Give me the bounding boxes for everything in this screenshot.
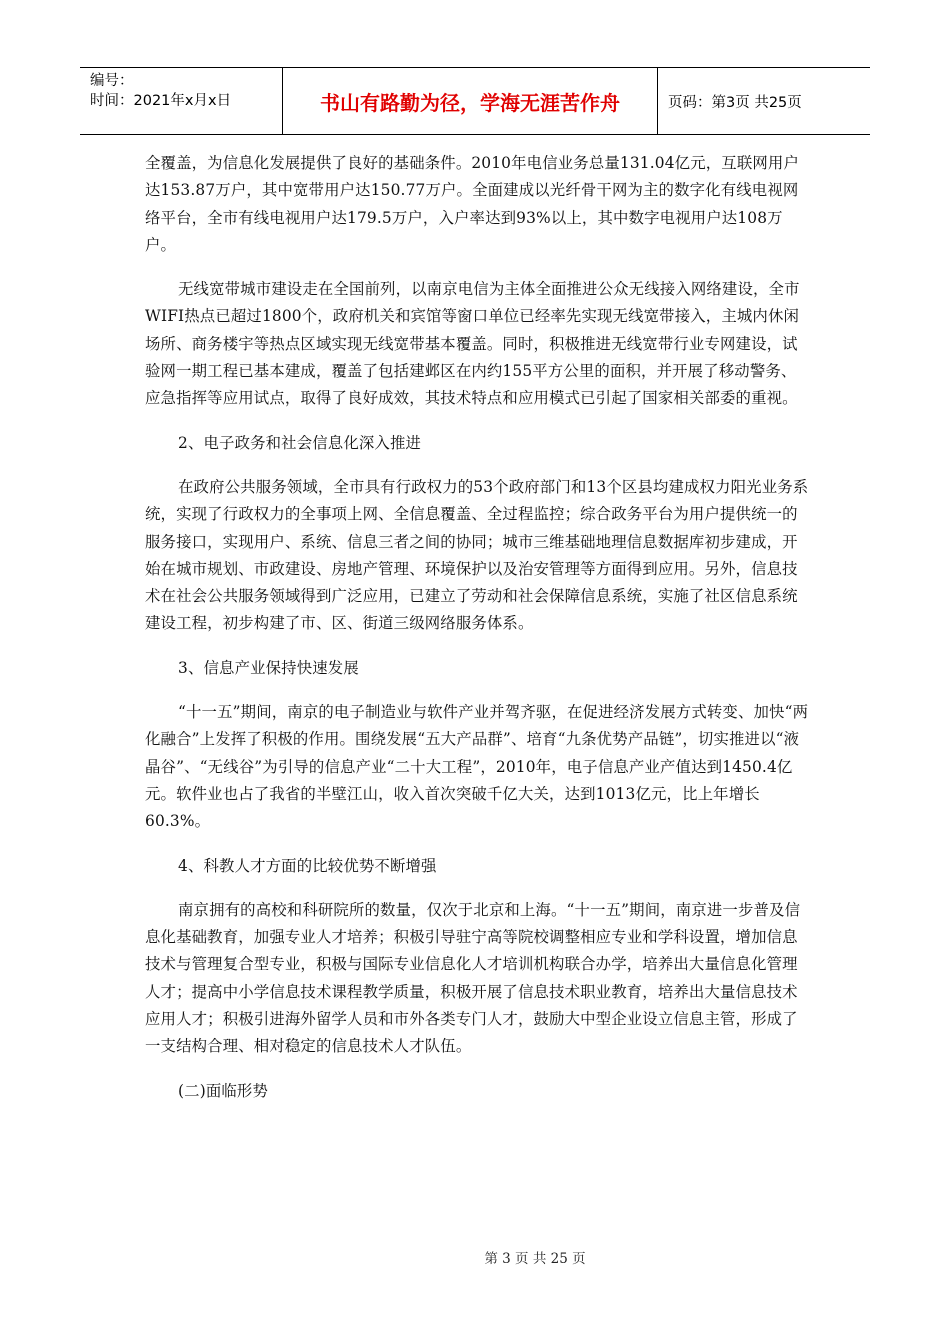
body-paragraph: 南京拥有的高校和科研院所的数量，仅次于北京和上海。“十一五”期间，南京进一步普及信息化基础教育，加强专业人才培养；积极引导驻宁高等院校调整相应专业和学科设置，增加信息技术与管理复合型专业，积极与国际专业信息化人才培训机构联合办学，培养出大量信息化管理人才；提高中小学信息技术课程教学质量，积极开展了信息技术职业教育，培养出大量信息技术应用人才；积极引进海外留学人员和市外各类专门人才，鼓励大中型企业设立信息主管，形成了一支结构合理、相对稳定的信息技术人才队伍。: [145, 900, 801, 1056]
body-paragraph: “十一五”期间，南京的电子制造业与软件产业并驾齐驱，在促进经济发展方式转变、加快“两化融合”上发挥了积极的作用。围绕发展“五大产品群”、培育“九条优势产品链”，切实推进以“液晶谷”、“无线谷”为引导的信息产业“二十大工程”，2010年，电子信息产业产值达到1450.4亿元。软件业也占了我省的半壁江山，收入首次突破千亿大关，达到1013亿元，比上年增长60.3%。: [145, 703, 809, 831]
header-page-label: 页码：第3页 共25页: [668, 94, 802, 111]
header-motto: 书山有路勤为径，学海无涯苦作舟: [283, 68, 658, 134]
body-paragraph: 在政府公共服务领域，全市具有行政权力的53个政府部门和13个区县均建成权力阳光业务系统，实现了行政权力的全事项上网、全信息覆盖、全过程监控；综合政务平台为用户提供统一的服务接口，实现用户、系统、信息三者之间的协同；城市三维基础地理信息数据库初步建成，开始在城市规划、市政建设、房地产管理、环境保护以及治安管理等方面得到应用。另外，信息技术在社会公共服务领域得到广泛应用，已建立了劳动和社会保障信息系统，实施了社区信息系统建设工程，初步构建了市、区、街道三级网络服务体系。: [145, 477, 809, 633]
document-body: [145, 150, 810, 1122]
section-heading: 3、信息产业保持快速发展: [178, 658, 359, 677]
document-number-label: 编号：: [90, 73, 134, 89]
body-paragraph: 全覆盖，为信息化发展提供了良好的基础条件。2010年电信业务总量131.04亿元，互联网用户达153.87万户，其中宽带用户达150.77万户。全面建成以光纤骨干网为主的数字化有线电视网络平台，全市有线电视用户达179.5万户，入户率达到93%以上，其中数字电视用户达108万户。: [145, 154, 799, 254]
page-footer: 第 3 页 共 25 页: [484, 1251, 586, 1267]
section-heading: 2、电子政务和社会信息化深入推进: [178, 433, 422, 452]
section-heading: (二)面临形势: [178, 1081, 269, 1100]
document-time-label: 时间：2021年x月x日: [90, 93, 232, 109]
section-heading: 4、科教人才方面的比较优势不断增强: [178, 856, 437, 875]
body-paragraph: 无线宽带城市建设走在全国前列，以南京电信为主体全面推进公众无线接入网络建设，全市WIFI热点已超过1800个，政府机关和宾馆等窗口单位已经率先实现无线宽带接入，主城内休闲场所、商务楼宇等热点区域实现无线宽带基本覆盖。同时，积极推进无线宽带行业专网建设，试验网一期工程已基本建成，覆盖了包括建邺区在内约155平方公里的面积，并开展了移动警务、应急指挥等应用试点，取得了良好成效，其技术特点和应用模式已引起了国家相关部委的重视。: [145, 280, 800, 408]
page-header: [80, 67, 870, 135]
header-meta: [80, 68, 283, 134]
